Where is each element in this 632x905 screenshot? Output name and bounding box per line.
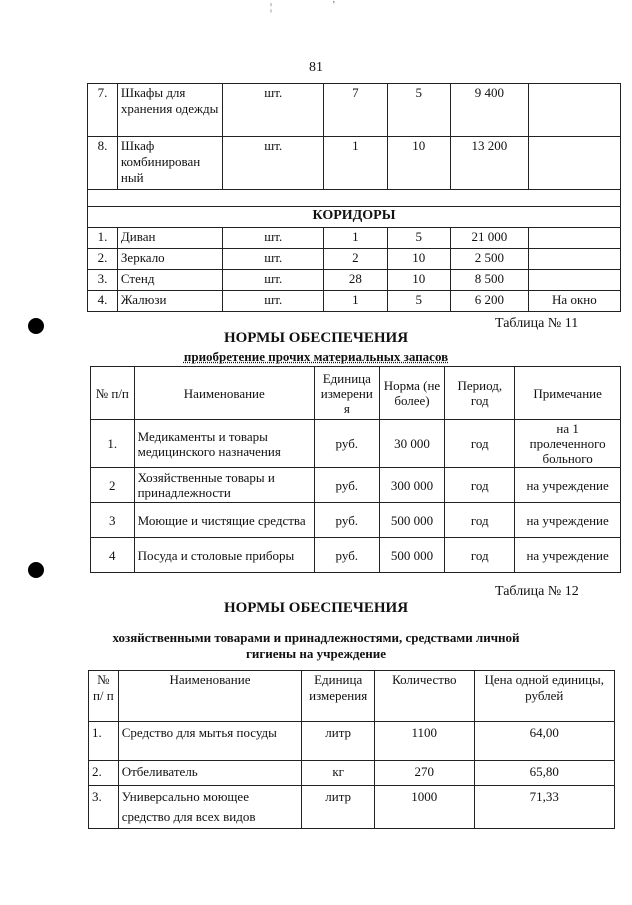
table-subtitle-line2: гигиены на учреждение — [245, 646, 387, 661]
table-row — [89, 761, 615, 786]
cell-price: 21 000 — [450, 228, 528, 249]
cell-norm: 500 000 — [379, 503, 445, 538]
cell-note: На окно — [528, 291, 620, 312]
table-row — [88, 270, 621, 291]
cell-num: 3 — [91, 503, 135, 538]
column-header: Единица измерени я — [314, 367, 379, 420]
column-header: Норма (не более) — [379, 367, 445, 420]
cell-unit: шт. — [223, 84, 324, 137]
table-row — [91, 538, 621, 573]
table-row — [88, 291, 621, 312]
cell-name: Хозяйственные товары и принадлежности — [134, 468, 314, 503]
cell-note: на учреждение — [515, 468, 621, 503]
table-row — [91, 420, 621, 468]
column-header: Период, год — [445, 367, 515, 420]
cell-price: 2 500 — [450, 249, 528, 270]
cell-qty: 28 — [324, 270, 387, 291]
cell-name: Средство для мытья посуды — [118, 722, 302, 761]
cell-norm: 30 000 — [379, 420, 445, 468]
table-row — [88, 84, 621, 137]
cell-qty: 7 — [324, 84, 387, 137]
table-row — [88, 228, 621, 249]
cell-name: Отбеливатель — [118, 761, 302, 786]
cell-qty: 2 — [324, 249, 387, 270]
column-header: Цена одной единицы, рублей — [474, 671, 614, 722]
cell-note — [528, 249, 620, 270]
cell-price: 71,33 — [474, 786, 614, 829]
cell-unit: шт. — [223, 249, 324, 270]
table-row — [91, 468, 621, 503]
cell-name: Универсально моющее средство для всех видов — [118, 786, 302, 829]
table-row — [88, 249, 621, 270]
cell-num: 7. — [88, 84, 118, 137]
cell-note — [528, 228, 620, 249]
section-row — [88, 207, 621, 228]
cell-name: Шкаф комбинирован ный — [117, 137, 222, 190]
header-row — [91, 367, 621, 420]
cell-num: 1. — [91, 420, 135, 468]
cell-num: 2. — [88, 249, 118, 270]
cell-unit: шт. — [223, 137, 324, 190]
table-label: Таблица № 11 — [495, 316, 579, 331]
cell-note — [528, 270, 620, 291]
cell-note — [528, 137, 620, 190]
cell-qty: 1 — [324, 291, 387, 312]
header-row — [89, 671, 615, 722]
cell-price: 65,80 — [474, 761, 614, 786]
table-subtitle: приобретение прочих материальных запасов — [183, 349, 449, 364]
cell-unit: шт. — [223, 228, 324, 249]
table-label: Таблица № 12 — [495, 584, 579, 599]
cell-unit: кг — [302, 761, 375, 786]
cell-unit: руб. — [314, 503, 379, 538]
column-header: Примечание — [515, 367, 621, 420]
section-heading: КОРИДОРЫ — [88, 207, 621, 228]
cell-unit: шт. — [223, 291, 324, 312]
cell-note: на учреждение — [515, 503, 621, 538]
table-subtitle-line1: хозяйственными товарами и принадлежностями, средствами личной — [112, 630, 520, 645]
cell-period: год — [445, 503, 515, 538]
column-header: Количество — [375, 671, 474, 722]
table-row — [91, 503, 621, 538]
cell-num: 8. — [88, 137, 118, 190]
cell-num: 2 — [91, 468, 135, 503]
cell-price: 64,00 — [474, 722, 614, 761]
cell-price: 6 200 — [450, 291, 528, 312]
cell-qty: 1 — [324, 228, 387, 249]
cell-num: 4. — [88, 291, 118, 312]
cell-name: Шкафы для хранения одежды — [117, 84, 222, 137]
cell-num: 3. — [89, 786, 119, 829]
cell-note — [528, 84, 620, 137]
cell-price: 9 400 — [450, 84, 528, 137]
cell-qty: 270 — [375, 761, 474, 786]
column-header: Наименование — [118, 671, 302, 722]
punch-hole-icon — [28, 562, 44, 578]
cell-note: на учреждение — [515, 538, 621, 573]
cell-num: 1. — [88, 228, 118, 249]
cell-period: год — [445, 420, 515, 468]
page-number: 81 — [309, 60, 323, 75]
column-header: № п/ п — [89, 671, 119, 722]
cell-unit: литр — [302, 786, 375, 829]
furniture-table — [87, 83, 621, 312]
cell-num: 3. — [88, 270, 118, 291]
cell-unit: шт. — [223, 270, 324, 291]
cell-name: Моющие и чистящие средства — [134, 503, 314, 538]
scan-mark-right: ' — [333, 0, 335, 11]
cell-num: 4 — [91, 538, 135, 573]
table-title: НОРМЫ ОБЕСПЕЧЕНИЯ — [223, 600, 409, 616]
cell-period: год — [445, 538, 515, 573]
cell-name: Жалюзи — [117, 291, 222, 312]
cell-qty: 1000 — [375, 786, 474, 829]
cell-note: на 1 пролеченного больного — [515, 420, 621, 468]
cell-years: 10 — [387, 249, 450, 270]
cell-name: Посуда и столовые приборы — [134, 538, 314, 573]
cell-norm: 300 000 — [379, 468, 445, 503]
column-header: Единица измерения — [302, 671, 375, 722]
cell-name: Диван — [117, 228, 222, 249]
hygiene-table — [88, 670, 615, 829]
column-header: № п/п — [91, 367, 135, 420]
cell-qty: 1 — [324, 137, 387, 190]
cell-years: 5 — [387, 291, 450, 312]
column-header: Наименование — [134, 367, 314, 420]
supplies-table — [90, 366, 621, 573]
cell-num: 2. — [89, 761, 119, 786]
cell-price: 8 500 — [450, 270, 528, 291]
cell-period: год — [445, 468, 515, 503]
table-row — [89, 722, 615, 761]
cell-num: 1. — [89, 722, 119, 761]
scan-mark-left: ¦ — [270, 2, 273, 13]
cell-price: 13 200 — [450, 137, 528, 190]
table-row — [89, 786, 615, 829]
table-title: НОРМЫ ОБЕСПЕЧЕНИЯ — [223, 330, 409, 346]
cell-unit: руб. — [314, 420, 379, 468]
cell-name: Стенд — [117, 270, 222, 291]
cell-unit: литр — [302, 722, 375, 761]
empty-row — [88, 190, 621, 207]
cell-years: 10 — [387, 137, 450, 190]
cell-unit: руб. — [314, 538, 379, 573]
cell-years: 5 — [387, 84, 450, 137]
table-row — [88, 137, 621, 190]
cell-name: Зеркало — [117, 249, 222, 270]
cell-years: 5 — [387, 228, 450, 249]
cell-name: Медикаменты и товары медицинского назначения — [134, 420, 314, 468]
cell-norm: 500 000 — [379, 538, 445, 573]
cell-qty: 1100 — [375, 722, 474, 761]
cell-years: 10 — [387, 270, 450, 291]
cell-unit: руб. — [314, 468, 379, 503]
